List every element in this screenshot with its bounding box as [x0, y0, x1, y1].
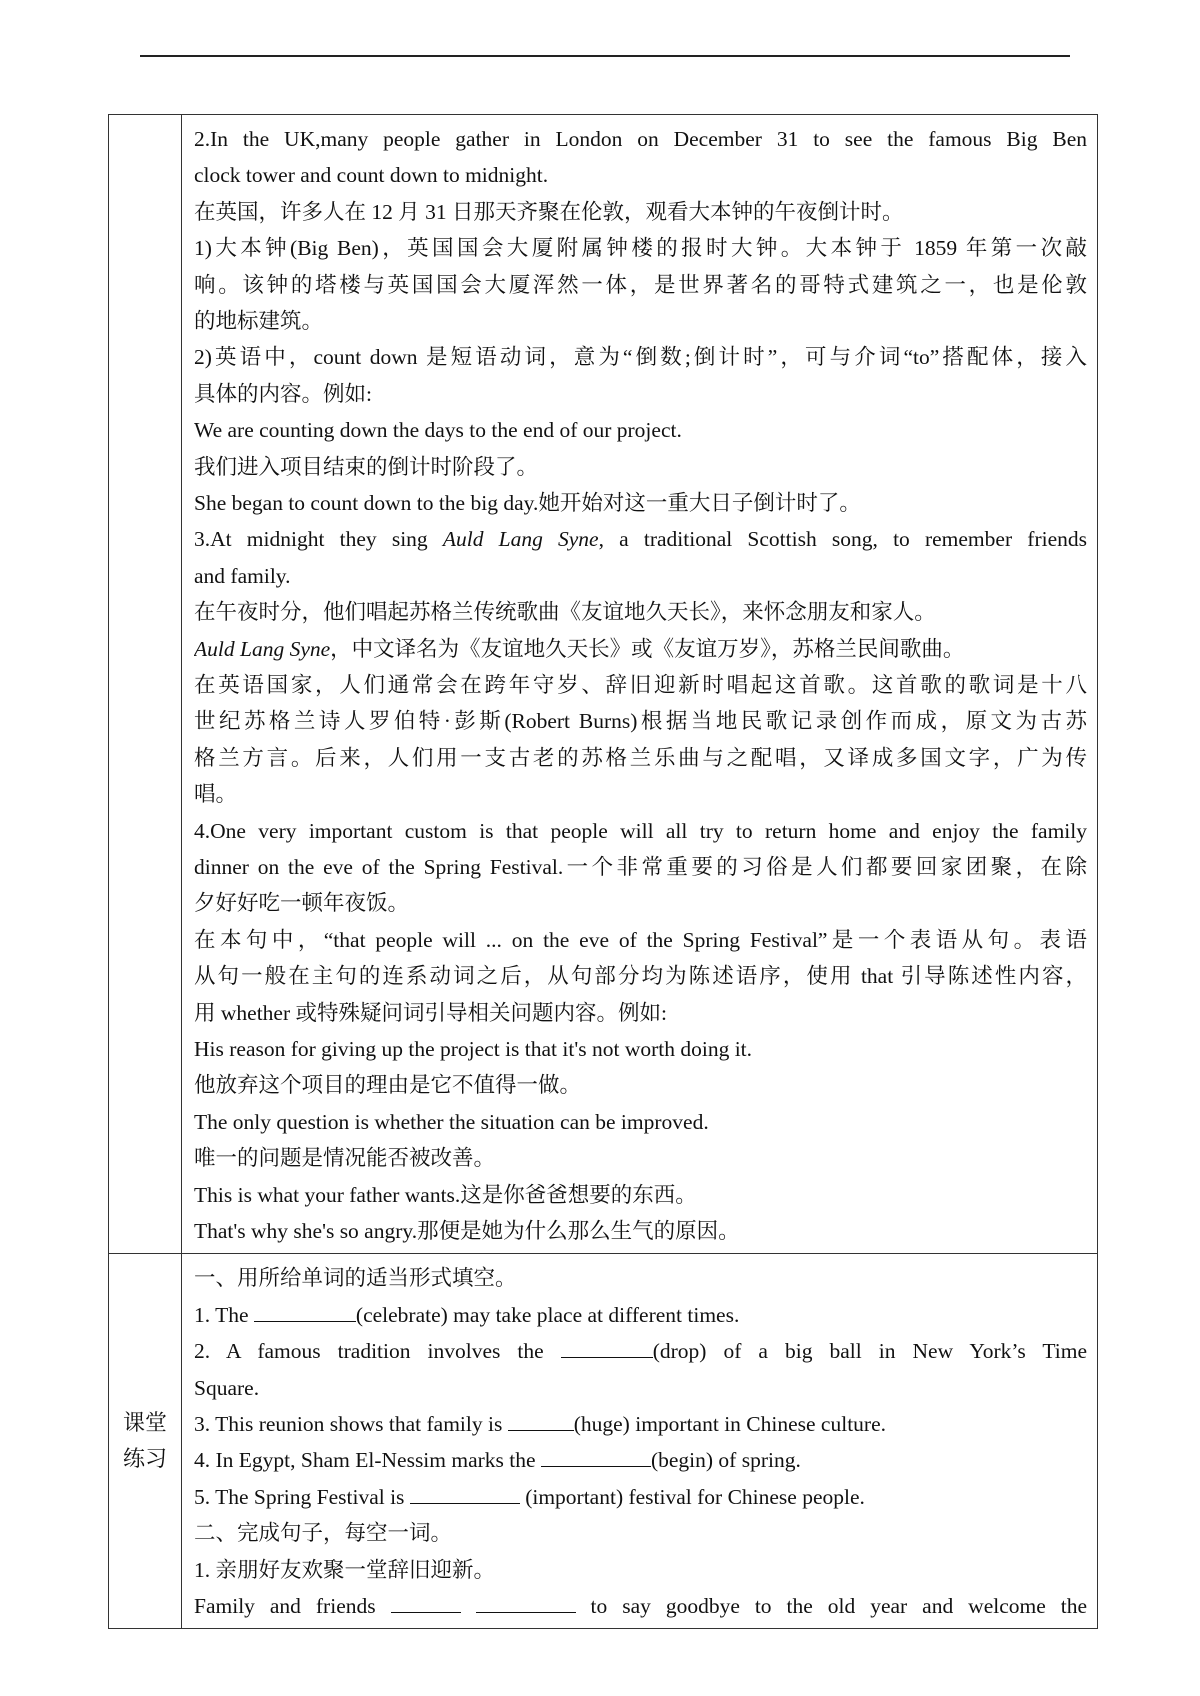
text-line: 在午夜时分，他们唱起苏格兰传统歌曲《友谊地久天长》，来怀念朋友和家人。	[194, 600, 936, 625]
exercise-item-2: 2. A famous tradition involves the (drop) of a big ball in New York’s Time	[194, 1333, 1087, 1369]
lesson-table	[108, 114, 1098, 1629]
text-line: 具体的内容。例如:	[194, 381, 372, 406]
header-rule	[140, 55, 1070, 57]
exercise-item-1: 1. The (celebrate) may take place at different times.	[194, 1297, 1087, 1333]
answer-blank[interactable]	[410, 1481, 520, 1504]
practice-label-cell	[109, 1254, 182, 1629]
exercise-item-4: 4. In Egypt, Sham El-Nessim marks the (begin) of spring.	[194, 1442, 1087, 1478]
text-line: His reason for giving up the project is that it's not worth doing it.	[194, 1036, 753, 1061]
text-line: 在英国，许多人在 12 月 31 日那天齐聚在伦敦，观看大本钟的午夜倒计时。	[194, 199, 904, 224]
answer-blank[interactable]	[561, 1335, 653, 1358]
text-line: 2)英语中，count down 是短语动词，意为“倒数;倒计时”，可与介词“to”搭配体，接入	[194, 345, 1087, 370]
text-line: dinner on the eve of the Spring Festival.一个非常重要的习俗是人们都要回家团聚，在除	[194, 854, 1087, 879]
text-line: 格兰方言。后来，人们用一支古老的苏格兰乐曲与之配唱，又译成多国文字，广为传	[194, 745, 1087, 770]
song-title: Auld Lang Syne	[442, 527, 599, 552]
answer-blank[interactable]	[541, 1444, 651, 1467]
answer-blank[interactable]	[254, 1299, 356, 1322]
text-line: 我们进入项目结束的倒计时阶段了。	[194, 454, 539, 479]
text-line: 夕好好吃一顿年夜饭。	[194, 891, 410, 916]
text-line: We are counting down the days to the end of our project.	[194, 418, 682, 443]
text-line: 在本句中，“that people will ... on the eve of the Spring Festival”是一个表语从句。表语	[194, 927, 1087, 952]
text-line: clock tower and count down to midnight.	[194, 163, 549, 188]
text-line: This is what your father wants.这是你爸爸想要的东西。	[194, 1182, 697, 1207]
text-line: 2.In the UK,many people gather in London on December 31 to see the famous Big Ben	[194, 127, 1087, 151]
text-line: 响。该钟的塔楼与英国国会大厦浑然一体，是世界著名的哥特式建筑之一，也是伦敦	[194, 272, 1087, 297]
text-line: 4.One very important custom is that people will all try to return home and enjoy the family	[194, 818, 1087, 843]
notes-row-label-cell	[109, 115, 182, 1254]
text-line: and family.	[194, 563, 291, 588]
text-line: She began to count down to the big day.她开始对这一重大日子倒计时了。	[194, 491, 861, 515]
section-heading-complete-sentences: 二、完成句子，每空一词。	[194, 1521, 453, 1546]
sentence-item-1-chinese: 1. 亲朋好友欢聚一堂辞旧迎新。	[194, 1557, 496, 1582]
text-line: That's why she's so angry.那便是她为什么那么生气的原因。	[194, 1219, 740, 1243]
text-line: 的地标建筑。	[194, 308, 324, 333]
text-line: 他放弃这个项目的理由是它不值得一做。	[194, 1073, 582, 1098]
text-line: 3.At midnight they sing Auld Lang Syne, a traditional Scottish song, to remember friends	[194, 527, 1087, 552]
practice-row	[109, 1254, 1098, 1629]
section-heading-fill-blanks: 一、用所给单词的适当形式填空。	[194, 1266, 517, 1291]
answer-blank[interactable]	[476, 1590, 576, 1613]
text-line: 1)大本钟(Big Ben)，英国国会大厦附属钟楼的报时大钟。大本钟于 1859 年第一次敲	[194, 236, 1087, 261]
exercise-item-3: 3. This reunion shows that family is (huge) important in Chinese culture.	[194, 1406, 1087, 1442]
practice-label-line1: 课堂	[122, 1410, 167, 1436]
text-line: 唯一的问题是情况能否被改善。	[194, 1146, 496, 1171]
practice-label-line2: 练习	[122, 1446, 167, 1472]
text-line: The only question is whether the situation can be improved.	[194, 1109, 709, 1134]
text-line: Auld Lang Syne，中文译名为《友谊地久天长》或《友谊万岁》，苏格兰民间歌曲。	[194, 636, 965, 661]
exercise-item-2-continued: Square.	[194, 1375, 260, 1400]
text-line: 用 whether 或特殊疑问词引导相关问题内容。例如:	[194, 1000, 667, 1025]
text-line: 世纪苏格兰诗人罗伯特·彭斯(Robert Burns)根据当地民歌记录创作而成，原文为古苏	[194, 709, 1087, 734]
exercise-item-5: 5. The Spring Festival is (important) festival for Chinese people.	[194, 1479, 1087, 1515]
practice-content	[182, 1254, 1098, 1629]
text-line: 从句一般在主句的连系动词之后，从句部分均为陈述语序，使用 that 引导陈述性内容，	[194, 964, 1087, 989]
text-line: 在英语国家，人们通常会在跨年守岁、辞旧迎新时唱起这首歌。这首歌的歌词是十八	[194, 673, 1087, 698]
sentence-item-1-english: Family and friends to say goodbye to the old year and welcome the	[194, 1588, 1087, 1624]
song-title: Auld Lang Syne	[194, 636, 331, 661]
notes-row	[109, 115, 1098, 1254]
text-line: 唱。	[194, 782, 238, 807]
answer-blank[interactable]	[508, 1408, 574, 1431]
answer-blank[interactable]	[391, 1590, 461, 1613]
notes-content	[182, 115, 1098, 1254]
